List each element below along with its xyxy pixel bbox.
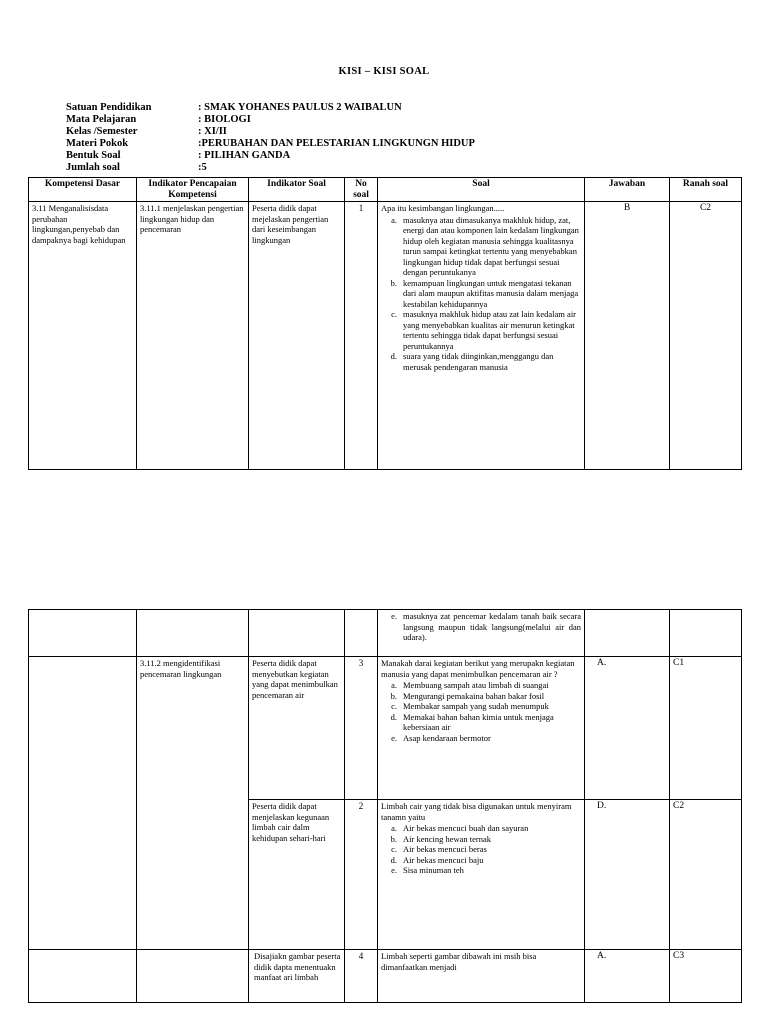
option-letter: b. (390, 277, 397, 288)
option-text: Membuang sampah atau limbah di suangai (403, 680, 549, 690)
option-item (381, 733, 581, 744)
jawaban-cell: A. (585, 950, 670, 1003)
meta-label: Satuan Pendidikan (66, 102, 152, 113)
option-text: masuknya atau dimasukanya makhluk hidup, zat, energi dan atau komponen lain kedalam lingkungan hidup oleh kegiatan manusia sehingga kualitasnya turun sampai ketingkat tertentu yang menyebabkan lingkungan hidup tidak dapat berfungsi sesuai dengan peruntukanya (403, 214, 579, 277)
option-text: Mengurangi pemakaina bahan bakar fosil (403, 690, 545, 701)
option-letter: c. (391, 844, 397, 854)
no-soal-cell: 3 (345, 657, 378, 800)
soal-cell (378, 800, 585, 950)
option-text: Air bekas mencuci baju (403, 854, 484, 865)
meta-row-satuan (66, 102, 475, 114)
option-item (381, 855, 581, 866)
table-row (29, 610, 742, 657)
meta-value: : XI/II (198, 126, 227, 138)
option-item (381, 215, 581, 278)
indikator-soal-cell: Peserta didik dapat mejelaskan pengertian dari keseimbangan lingkungan (249, 202, 345, 470)
jawaban-cell: A. (585, 657, 670, 800)
option-letter: a. (391, 214, 397, 225)
soal-cell (378, 950, 585, 1003)
header-soal: Soal (378, 178, 585, 202)
ipk-cell (137, 950, 249, 1003)
option-item (381, 309, 581, 351)
option-letter: b. (390, 690, 397, 701)
soal-cell (378, 202, 585, 470)
no-soal-cell: 2 (345, 800, 378, 950)
option-text: masuknya zat pencemar kedalam tanah baik secara langsung maupun tidak langsung(melalui air dan udara). (403, 611, 581, 642)
header-ranah-soal: Ranah soal (670, 178, 742, 202)
ipk-cell: 3.11.1 menjelaskan pengertian lingkungan hidup dan pencemaran (137, 202, 249, 470)
option-letter: d. (390, 854, 397, 865)
meta-row-bentuk (66, 150, 475, 162)
option-item (381, 844, 581, 855)
header-indikator-pencapaian: Indikator Pencapaian Kompetensi (137, 178, 249, 202)
no-soal-cell: 4 (345, 950, 378, 1003)
meta-label: Kelas /Semester (66, 126, 138, 138)
option-letter: e. (391, 732, 397, 743)
option-letter: d. (390, 711, 397, 722)
option-letter: d. (390, 351, 397, 361)
meta-label: Mata Pelajaran (66, 114, 137, 126)
meta-label: Jumlah soal (66, 162, 120, 174)
question-text: Manakah darai kegiatan berikut yang merupakn kegiatan manusia yang dapat menimbulkan pencemaran air ? (381, 658, 575, 679)
option-letter: e. (391, 865, 397, 875)
no-soal-cell: 1 (345, 202, 378, 470)
soal-cell (378, 610, 585, 657)
option-item (381, 691, 581, 702)
table-row (29, 950, 742, 1003)
question-text: Limbah cair yang tidak bisa digunakan untuk menyiram tanamn yaitu (381, 801, 572, 822)
option-item (381, 278, 581, 310)
indikator-soal-cell: Peserta didik dapat menjelaskan kegunaan limbah cair dalm kehidupan sehari-hari (249, 800, 345, 950)
meta-row-jumlah (66, 162, 475, 174)
ranah-cell: C1 (670, 657, 742, 800)
ranah-cell: C3 (670, 950, 742, 1003)
kd-cell (29, 610, 137, 657)
option-text: suara yang tidak diinginkan,menggangu dan merusak pendengaran manusia (403, 351, 554, 372)
option-letter: c. (391, 309, 397, 319)
option-item (381, 823, 581, 834)
option-item (381, 351, 581, 372)
soal-cell (378, 657, 585, 800)
header-indikator-soal: Indikator Soal (249, 178, 345, 202)
meta-row-mapel (66, 114, 475, 126)
option-text: Air bekas mencuci buah dan sayuran (403, 823, 529, 833)
table-row (29, 657, 742, 800)
option-text: Asap kendaraan bermotor (403, 732, 491, 743)
option-letter: e. (391, 611, 397, 621)
option-text: Sisa minuman teh (403, 865, 464, 875)
option-text: masuknya makhluk hidup atau zat lain kedalam air yang menyebabkan kualitas air menurun ketingkat tertentu sehingga tidak dapat berfungsi sesuai peruntukannya (403, 309, 577, 351)
meta-value: : SMAK YOHANES PAULUS 2 WAIBALUN (198, 102, 402, 113)
option-letter: a. (391, 823, 397, 833)
kd-cell: 3.11 Menganalisisdata perubahan lingkungan,penyebab dan dampaknya bagi kehidupan (29, 202, 137, 470)
option-item (381, 611, 581, 643)
option-text: Air kencing hewan ternak (403, 833, 492, 844)
indikator-soal-cell (249, 610, 345, 657)
page-title: KISI – KISI SOAL (338, 66, 430, 77)
question-text: Limbah seperti gambar dibawah ini msih bisa dimanfaatkan menjadi (381, 951, 537, 972)
header-jawaban: Jawaban (585, 178, 670, 202)
meta-value: :5 (198, 162, 207, 174)
table-row (29, 202, 742, 470)
question-text: Apa itu kesimbangan lingkungan..... (381, 203, 505, 213)
option-text: kemampuan lingkungan untuk mengatasi tekanan dari alam maupun aktifitas manusia dalam menjaga kestabilan kehidupannya (403, 277, 579, 309)
option-text: Membakar sampah yang sudah menumpuk (403, 701, 549, 711)
jawaban-cell (585, 610, 670, 657)
kisi-table-page2 (28, 609, 742, 1003)
ipk-cell: 3.11.2 mengidentifikasi pencemaran lingkungan (137, 657, 249, 950)
no-soal-cell (345, 610, 378, 657)
header-no-soal: No soal (345, 178, 378, 202)
option-letter: a. (391, 680, 397, 690)
option-text: Memakai bahan bahan kimia untuk menjaga kebersiaan air (403, 711, 554, 732)
kisi-table-page1 (28, 177, 742, 470)
meta-value: :PERUBAHAN DAN PELESTARIAN LINGKUNGN HIDUP (198, 138, 475, 150)
option-letter: b. (390, 833, 397, 844)
document-meta (66, 102, 475, 175)
meta-row-kelas (66, 126, 475, 138)
meta-label: Materi Pokok (66, 138, 129, 150)
meta-row-materi (66, 138, 475, 150)
option-item (381, 701, 581, 712)
kd-cell (29, 657, 137, 950)
ranah-cell: C2 (670, 202, 742, 470)
table-header-row (29, 178, 742, 202)
jawaban-cell: B (585, 202, 670, 470)
indikator-soal-cell: Disajiakn gambar peserta didik dapta menentuakn manfaat ari limbah (249, 950, 345, 1003)
header-kompetensi-dasar: Kompetensi Dasar (29, 178, 137, 202)
meta-label: Bentuk Soal (66, 150, 121, 162)
meta-value: : PILIHAN GANDA (198, 150, 291, 162)
option-text: Air bekas mencuci beras (403, 844, 487, 854)
indikator-soal-cell: Peserta didik dapat menyebutkan kegiatan yang dapat menimbulkan pencemaran air (249, 657, 345, 800)
option-letter: c. (391, 701, 397, 711)
ipk-cell (137, 610, 249, 657)
option-item (381, 834, 581, 845)
kd-cell (29, 950, 137, 1003)
option-item (381, 680, 581, 691)
meta-value: : BIOLOGI (198, 114, 251, 126)
ranah-cell: C2 (670, 800, 742, 950)
ranah-cell (670, 610, 742, 657)
option-item (381, 865, 581, 876)
jawaban-cell: D. (585, 800, 670, 950)
option-item (381, 712, 581, 733)
